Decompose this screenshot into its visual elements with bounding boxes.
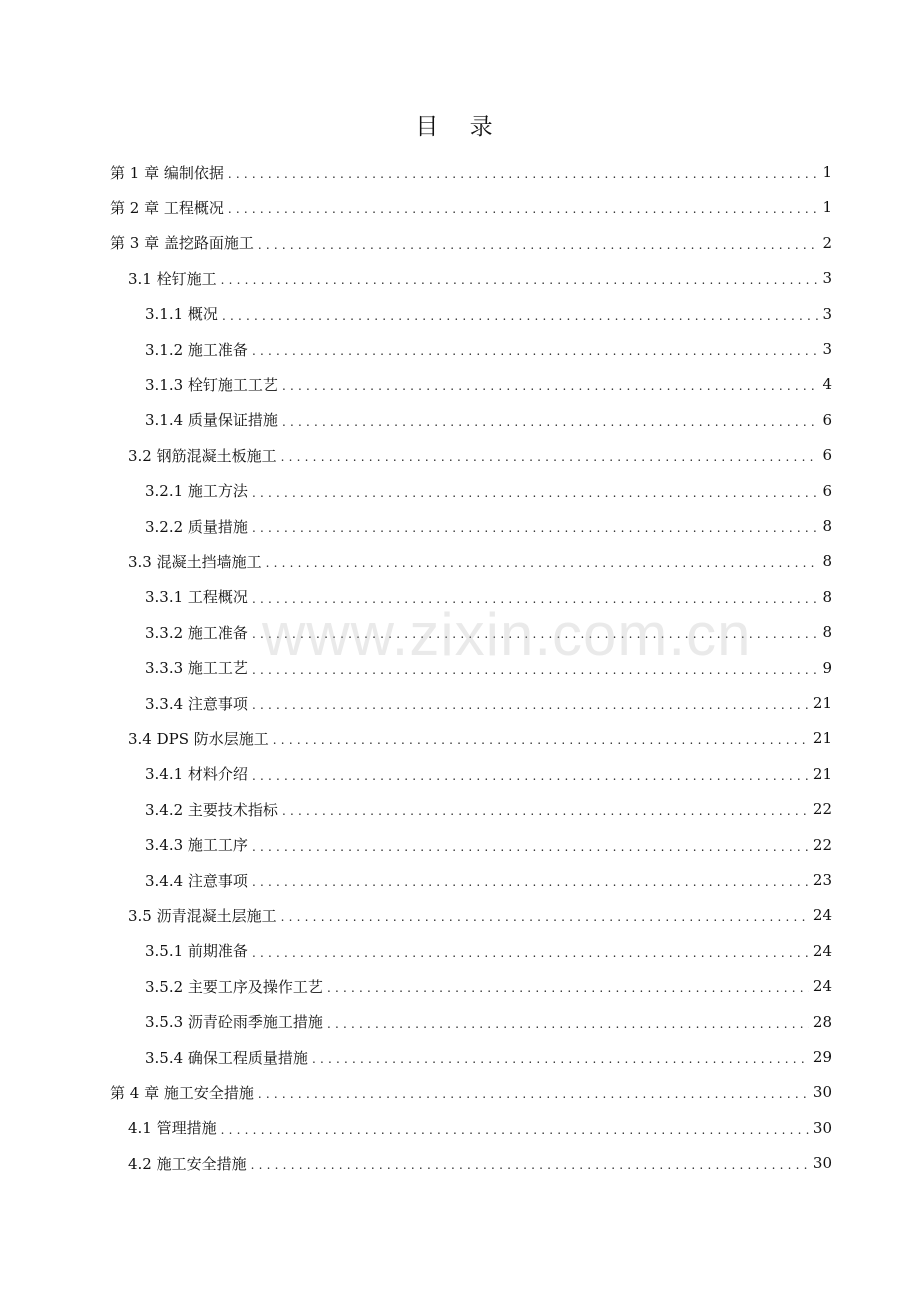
toc-entry-page-number: 30: [812, 1118, 832, 1137]
dot-leader: [251, 1159, 809, 1171]
dot-leader: [258, 1088, 809, 1100]
dot-leader: [252, 487, 819, 499]
dot-leader: [258, 239, 819, 251]
toc-entry-label: 3.4 DPS 防水层施工: [128, 729, 269, 748]
toc-entry[interactable]: [145, 367, 832, 401]
toc-entry-page-number: 1: [822, 163, 832, 181]
toc-entry-page-number: 30: [812, 1083, 832, 1102]
toc-entry-label: 3.4.4 注意事项: [145, 871, 248, 890]
toc-entry-label: 3.1.4 质量保证措施: [145, 411, 278, 430]
toc-entry[interactable]: [145, 580, 832, 614]
toc-entry-label: 3.3.4 注意事项: [145, 694, 248, 713]
toc-entry[interactable]: [128, 1111, 832, 1145]
dot-leader: [252, 876, 809, 888]
toc-entry[interactable]: [145, 403, 832, 437]
toc-entry-label: 3.2.1 施工方法: [145, 482, 248, 501]
dot-leader: [252, 345, 819, 357]
dot-leader: [281, 911, 809, 923]
dot-leader: [252, 522, 819, 534]
toc-entry-label: 3.3.1 工程概况: [145, 588, 248, 607]
toc-title: 目 录: [415, 114, 505, 140]
toc-entry-label: 3.4.3 施工工序: [145, 836, 248, 855]
toc-entry-page-number: 8: [822, 587, 832, 606]
toc-entry[interactable]: [145, 1005, 832, 1039]
toc-entry-page-number: 24: [812, 906, 832, 925]
toc-entry-label: 第 3 章 盖挖路面施工: [110, 234, 254, 253]
toc-entry-page-number: 3: [822, 304, 832, 323]
toc-entry[interactable]: [128, 261, 832, 295]
toc-entry[interactable]: [145, 1040, 832, 1074]
toc-entry[interactable]: [145, 651, 832, 685]
toc-entry-page-number: 21: [812, 694, 832, 712]
toc-entry[interactable]: [128, 544, 832, 578]
toc-entry-page-number: 2: [822, 233, 832, 252]
dot-leader: [327, 982, 809, 994]
toc-entry[interactable]: [145, 934, 832, 968]
toc-entry-label: 第 1 章 编制依据: [110, 163, 224, 182]
dot-leader: [282, 416, 819, 428]
toc-entry-page-number: 28: [812, 1012, 832, 1031]
dot-leader: [252, 947, 809, 959]
toc-entry[interactable]: [145, 969, 832, 1003]
toc-entry-page-number: 22: [812, 835, 832, 854]
dot-leader: [282, 380, 819, 392]
toc-entry[interactable]: [110, 226, 832, 260]
toc-entry-label: 3.5.3 沥青砼雨季施工措施: [145, 1013, 323, 1032]
toc-entry-page-number: 4: [822, 375, 832, 394]
toc-entry-label: 3.4.2 主要技术指标: [145, 800, 278, 819]
toc-entry[interactable]: [128, 1146, 832, 1180]
toc-entry[interactable]: [145, 615, 832, 649]
toc-entry-page-number: 8: [822, 517, 832, 535]
dot-leader: [228, 168, 819, 180]
toc-entry-page-number: 6: [822, 481, 832, 500]
toc-entry-page-number: 21: [812, 729, 832, 748]
toc-entry[interactable]: [145, 863, 832, 897]
toc-entry[interactable]: [145, 474, 832, 508]
toc-entry[interactable]: [128, 438, 832, 472]
toc-entry-label: 第 4 章 施工安全措施: [110, 1083, 254, 1102]
toc-entry-page-number: 9: [822, 658, 832, 677]
dot-leader: [273, 734, 809, 746]
dot-leader: [312, 1053, 809, 1065]
toc-entry-page-number: 24: [812, 977, 832, 996]
dot-leader: [266, 557, 819, 569]
toc-entry[interactable]: [110, 155, 832, 189]
toc-entry-page-number: 3: [822, 269, 832, 288]
toc-entry[interactable]: [128, 898, 832, 932]
toc-entry-page-number: 30: [812, 1154, 832, 1173]
toc-entry[interactable]: [110, 1075, 832, 1109]
toc-entry-label: 3.3.2 施工准备: [145, 623, 248, 642]
dot-leader: [252, 770, 809, 782]
toc-entry-label: 3.3.3 施工工艺: [145, 659, 248, 678]
toc-entry-page-number: 23: [812, 871, 832, 889]
dot-leader: [252, 664, 819, 676]
dot-leader: [282, 805, 809, 817]
dot-leader: [228, 203, 819, 215]
toc-entry-label: 3.1.3 栓钉施工工艺: [145, 375, 278, 394]
dot-leader: [252, 628, 819, 640]
toc-entry-label: 3.5.1 前期准备: [145, 942, 248, 961]
toc-entry-page-number: 24: [812, 941, 832, 960]
dot-leader: [221, 1124, 809, 1136]
toc-entry-page-number: 6: [822, 446, 832, 465]
toc-entry[interactable]: [145, 686, 832, 720]
toc-entry-page-number: 3: [822, 340, 832, 358]
toc-entry-label: 3.5.2 主要工序及操作工艺: [145, 977, 323, 996]
toc-entry-label: 3.5.4 确保工程质量措施: [145, 1048, 308, 1067]
toc-entry[interactable]: [110, 190, 832, 224]
toc-entry-label: 3.1.2 施工准备: [145, 340, 248, 359]
toc-entry-page-number: 21: [812, 764, 832, 783]
toc-entry-label: 3.5 沥青混凝土层施工: [128, 906, 277, 925]
toc-entry-label: 3.3 混凝土挡墙施工: [128, 552, 262, 571]
toc-entry-page-number: 8: [822, 552, 832, 571]
toc-entry[interactable]: [128, 721, 832, 755]
dot-leader: [221, 274, 819, 286]
toc-entry-page-number: 22: [812, 800, 832, 819]
toc-entry-page-number: 1: [822, 198, 832, 217]
toc-entry-label: 3.1.1 概况: [145, 305, 218, 324]
toc-entry-label: 3.2.2 质量措施: [145, 517, 248, 536]
toc-entry[interactable]: [145, 828, 832, 862]
toc-entry[interactable]: [145, 297, 832, 331]
dot-leader: [252, 593, 819, 605]
dot-leader: [252, 699, 809, 711]
toc-entry-page-number: 6: [822, 410, 832, 429]
toc-entry-label: 3.4.1 材料介绍: [145, 765, 248, 784]
toc-entry[interactable]: [145, 332, 832, 366]
dot-leader: [222, 310, 819, 322]
watermark: www.zixin.com.cn: [262, 601, 752, 668]
toc-entry-label: 4.1 管理措施: [128, 1119, 217, 1138]
toc-entry-page-number: 29: [812, 1048, 832, 1066]
toc-entry-page-number: 8: [822, 623, 832, 642]
toc-entry[interactable]: [145, 509, 832, 543]
toc-entry-label: 4.2 施工安全措施: [128, 1154, 247, 1173]
dot-leader: [281, 451, 819, 463]
toc-entry-label: 3.1 栓钉施工: [128, 269, 217, 288]
toc-entry-label: 第 2 章 工程概况: [110, 198, 224, 217]
toc-entry-label: 3.2 钢筋混凝土板施工: [128, 446, 277, 465]
dot-leader: [252, 841, 809, 853]
toc-entry[interactable]: [145, 757, 832, 791]
toc-entry[interactable]: [145, 792, 832, 826]
dot-leader: [327, 1018, 809, 1030]
